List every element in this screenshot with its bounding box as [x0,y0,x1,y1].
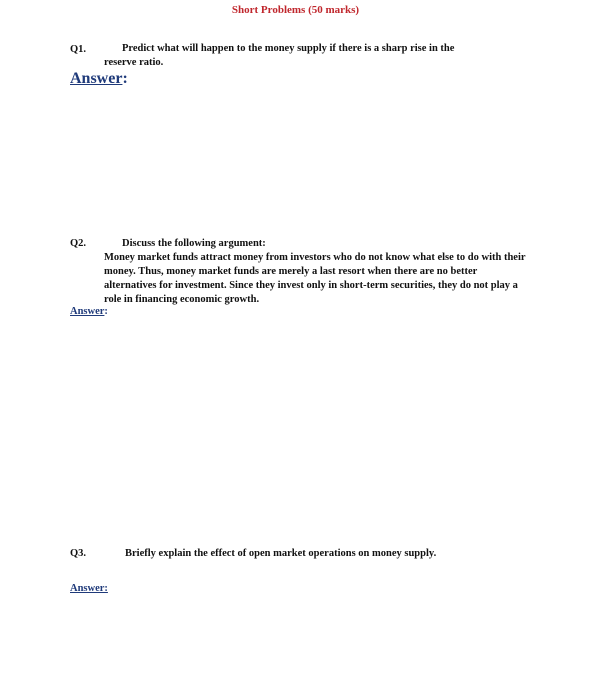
answer-label-text: Answer [70,306,105,317]
question-1-number: Q1. [70,44,87,55]
question-3-number: Q3. [70,548,87,559]
answer-label-text: Answer [70,70,123,87]
answer-label-colon: : [122,70,128,87]
question-3-prompt: Briefly explain the effect of open market operations on money supply. [125,548,437,559]
answer-label-text: Answer: [70,583,108,594]
question-1-answer-label [70,70,128,88]
question-2-number: Q2. [70,238,87,249]
question-3-answer-label [70,583,108,594]
question-2-body: Money market funds attract money from investors who do not know what else to do with their money. Thus, money market funds are merely a last resort when there are no better alternatives for investment. Since they invest only in short-term securities, they do not play a role in financing economic growth. [104,252,526,305]
question-2-answer-label [70,306,108,317]
page-title: Short Problems (50 marks) [231,4,360,16]
question-2-prompt: Discuss the following argument: [122,238,266,249]
answer-label-colon: : [104,306,108,317]
question-1-prompt-cont: reserve ratio. [104,57,164,68]
question-1-prompt: Predict what will happen to the money supply if there is a sharp rise in the [122,43,455,54]
